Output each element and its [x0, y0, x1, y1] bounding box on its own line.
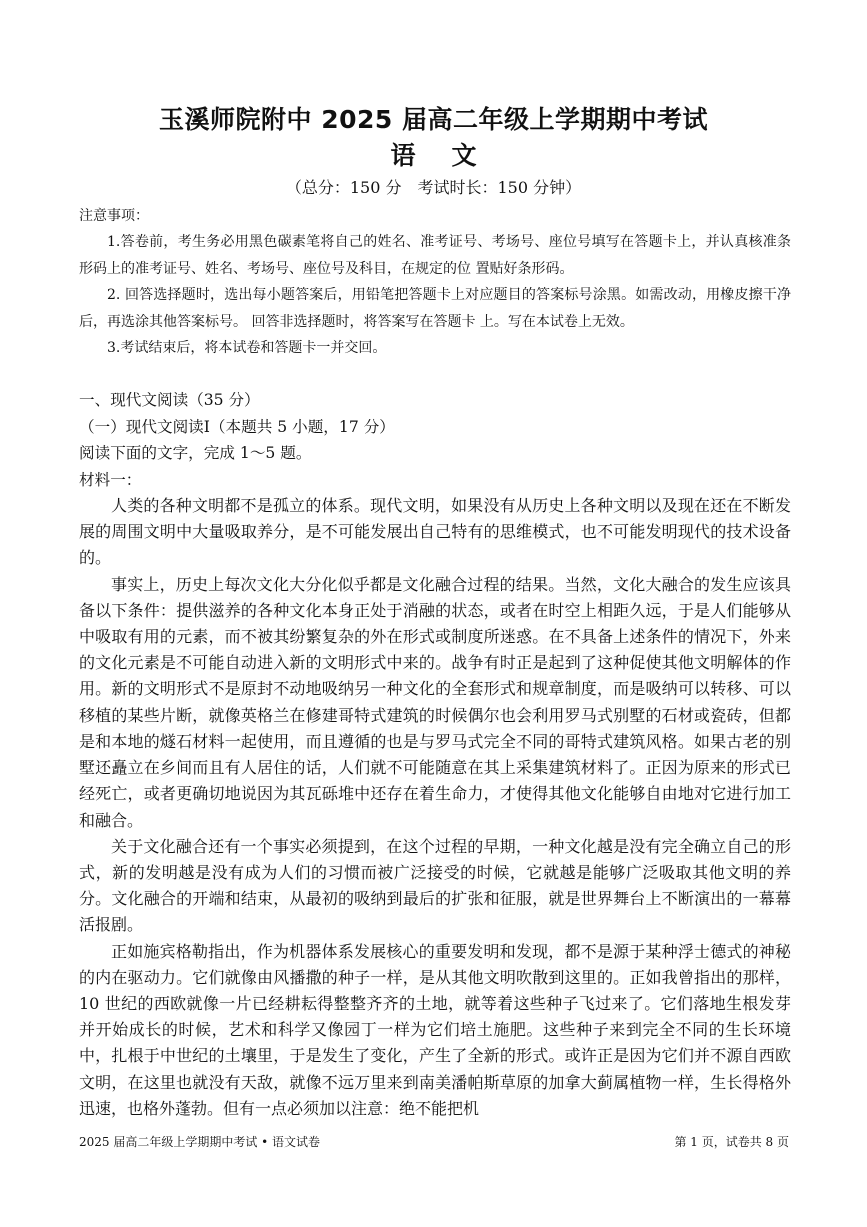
notice-item: 2. 回答选择题时，选出每小题答案后，用铅笔把答题卡上对应题目的答案标号涂黑。如需改动，用橡皮擦干净后，再选涂其他答案标号。 回答非选择题时，将答案写在答题卡 上。写在本试卷上无效。 — [79, 287, 791, 330]
reading-instruction: 阅读下面的文字，完成 1～5 题。 — [79, 444, 312, 463]
material-label: 材料一： — [79, 470, 142, 489]
exam-meta: （总分：150 分 考试时长：150 分钟） — [285, 178, 582, 197]
notice-item: 1.答卷前，考生务必用黑色碳素笔将自己的姓名、准考证号、考场号、座位号填写在答题卡上，并认真核准条形码上的准考证号、姓名、考场号、座位号及科目，在规定的位 置贴好条形码。 — [79, 234, 791, 277]
sub-section-heading: （一）现代文阅读Ⅰ（本题共 5 小题，17 分） — [79, 417, 395, 436]
section-heading: 一、现代文阅读（35 分） — [79, 391, 260, 410]
footer-exam-name: 2025 届高二年级上学期期中考试 • 语文试卷 — [79, 1135, 321, 1149]
notice-item: 3.考试结束后，将本试卷和答题卡一并交回。 — [107, 340, 387, 357]
passage-paragraph: 关于文化融合还有一个事实必须提到，在这个过程的早期，一种文化越是没有完全确立自己的形式，新的发明越是没有成为人们的习惯而被广泛接受的时候，它就越是能够广泛吸取其他文明的养分。文化融合的开端和结束，从最初的吸纳到最后的扩张和征服，就是世界舞台上不断演出的一幕幕活报剧。 — [79, 836, 791, 935]
passage-paragraph: 正如施宾格勒指出，作为机器体系发展核心的重要发明和发现，都不是源于某种浮士德式的神秘的内在驱动力。它们就像由风播撒的种子一样，是从其他文明吹散到这里的。正如我曾指出的那样，10 世纪的西欧就像一片已经耕耘得整整齐齐的土地，就等着这些种子飞过来了。它们落地生根发芽并开始成长的时候，艺术和科学又像园丁一样为它们培土施肥。这些种子来到完全不同的生长环境中，扎根于中世纪的土壤里，于是发生了变化，产生了全新的形式。或许正是因为它们并不源自西欧文明，在这里也就没有天敌，就像不远万里来到南美潘帕斯草原的加拿大蓟属植物一样，生长得格外迅速，也格外蓬勃。但有一点必须加以注意：绝不能把机 — [79, 941, 791, 1118]
notice-title: 注意事项： — [79, 208, 149, 224]
spacer — [79, 361, 791, 387]
passage-paragraph: 人类的各种文明都不是孤立的体系。现代文明，如果没有从历史上各种文明以及现在还在不断发展的周围文明中大量吸取养分，是不可能发展出自己特有的思维模式，也不可能发明现代的技术设备的。 — [79, 496, 791, 568]
subject-title: 语文 — [390, 141, 513, 170]
exam-content — [79, 203, 791, 1122]
footer-page-number: 第 1 页，试卷共 8 页 — [674, 1135, 789, 1149]
exam-title: 玉溪师院附中 2025 届高二年级上学期期中考试 — [159, 105, 708, 134]
passage-paragraph: 事实上，历史上每次文化大分化似乎都是文化融合过程的结果。当然，文化大融合的发生应该具备以下条件：提供滋养的各种文化本身正处于消融的状态，或者在时空上相距久远，于是人们能够从中吸取有用的元素，而不被其纷繁复杂的外在形式或制度所迷惑。在不具备上述条件的情况下，外来的文化元素是不可能自动进入新的文明形式中来的。战争有时正是起到了这种促使其他文明解体的作用。新的文明形式不是原封不动地吸纳另一种文化的全套形式和规章制度，而是吸纳可以转移、可以移植的某些片断，就像英格兰在修建哥特式建筑的时候偶尔也会利用罗马式别墅的石材或瓷砖，但都是和本地的燧石材料一起使用，而且遵循的也是与罗马式完全不同的哥特式建筑风格。如果古老的别墅还矗立在乡间而且有人居住的话，人们就不可能随意在其上采集建筑材料了。正因为原来的形式已经死亡，或者更确切地说因为其瓦砾堆中还存在着生命力，才使得其他文化能够自由地对它进行加工和融合。 — [79, 574, 791, 830]
